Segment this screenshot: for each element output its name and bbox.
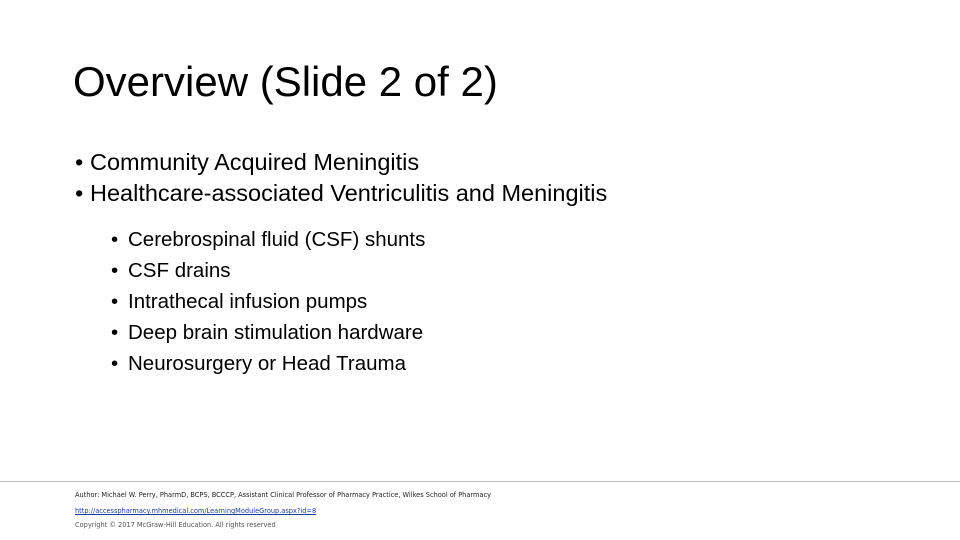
list-item-text: Community Acquired Meningitis	[90, 149, 420, 175]
list-item	[75, 147, 607, 178]
sub-list-item-text: Intrathecal infusion pumps	[128, 290, 368, 313]
footer-link[interactable]: http://accesspharmacy.mhmedical.com/LearningModuleGroup.aspx?id=8	[75, 507, 317, 515]
sub-list-item	[111, 286, 425, 317]
footer-copyright: Copyright © 2017 McGraw-Hill Education. All rights reserved	[75, 521, 276, 529]
sub-bullet-list	[111, 224, 425, 379]
footer-author: Author: Michael W. Perry, PharmD, BCPS, BCCCP, Assistant Clinical Professor of Pharmacy Practice, Wilkes School of Pharmacy	[75, 491, 491, 499]
list-item-text: Healthcare-associated Ventriculitis and Meningitis	[90, 179, 608, 206]
sub-list-item-text: CSF drains	[128, 259, 231, 282]
sub-list-item	[111, 317, 425, 348]
list-item	[75, 178, 607, 209]
main-bullet-list	[75, 147, 607, 208]
bullet-icon: •	[111, 259, 119, 282]
bullet-icon: •	[75, 179, 84, 206]
sub-list-item	[111, 255, 425, 286]
slide-title: Overview (Slide 2 of 2)	[73, 58, 498, 105]
bullet-icon: •	[111, 352, 119, 375]
sub-list-item	[111, 348, 425, 379]
sub-list-item	[111, 224, 425, 255]
bullet-icon: •	[111, 290, 119, 313]
sub-list-item-text: Deep brain stimulation hardware	[128, 321, 424, 344]
footer-divider	[0, 481, 960, 482]
sub-list-item-text: Neurosurgery or Head Trauma	[128, 352, 407, 375]
bullet-icon: •	[111, 321, 119, 344]
sub-list-item-text: Cerebrospinal fluid (CSF) shunts	[128, 228, 426, 251]
bullet-icon: •	[111, 228, 119, 251]
bullet-icon: •	[75, 149, 84, 175]
